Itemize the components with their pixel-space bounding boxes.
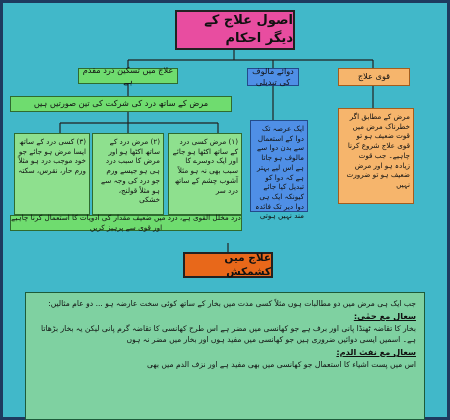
panel-q1-text: بخار کا تقاضہ ٹھنڈا پانی اور برف ہے جو کھانسی میں مضر ہے اس طرح کھانسی کا تقاضہ گرم پانی لیکن یہ بخار بڑھاتا ہے۔ اسمیں ایسی دوائیں ضروری ہیں جو کھانسی میں مفید ہوں اور بخار میں مضر نہ ہوں xyxy=(41,324,416,344)
branch-left-label: علاج میں تسکین درد مقدم ہے xyxy=(78,68,178,84)
conflict-panel xyxy=(25,292,425,420)
left-subheading: مرض کے ساتھ درد کی شرکت کی تین صورتیں ہیں xyxy=(10,96,232,112)
card-case-3: (۳) کسی درد کے ساتھ ایسا مرض ہو جائے جو خود موجب درد ہو مثلاً ورم حار، نقرس، سکتہ xyxy=(14,133,90,215)
diagram-title: اصول علاج کے دیگر احکام xyxy=(175,10,295,50)
panel-q2-label: سعال مع نفث الدم: xyxy=(336,346,416,357)
middle-card: ایک عرصہ تک دوا کے استعمال سے بدن دوا سے مالوف ہو جاتا ہے اس لیے بہتر ہے کہ دوا کو تبدیل کیا جائے کیونکہ ایک ہی دوا دیر تک فائدہ مند نہیں ہوتی xyxy=(250,120,308,212)
panel-q2-text: اس میں پست اشیاء کا استعمال جو کھانسی میں بھی مفید ہے اور نزف الدم میں بھی xyxy=(147,359,416,369)
card-case-2: (۲) مرض درد کے ساتھ اکٹھا ہو اور مرض کا سبب درد ہی ہو جیسے ورم جو درد کی وجہ سے ہو مثلاً قولنج، خشکی xyxy=(92,133,164,215)
branch-middle-label: دوائے مالوف کی تبدیلی xyxy=(247,68,299,86)
card-case-1: (۱) مرض کسی درد کے ساتھ اکٹھا ہو جائے اور ایک دوسرے کا سبب بھی نہ ہو مثلاً آشوب چشم کے ساتھ درد سر xyxy=(168,133,242,215)
panel-q1-label: سعال مع حمٰی: xyxy=(353,311,416,322)
right-card: مرض کے مطابق اگر خطرناک مرض میں قوت ضعیف ہو تو قوی علاج شروع کرنا چاہیے۔ جب قوت زیادہ ہو اور مرض ضعیف ہو تو ضرورت نہیں xyxy=(338,108,414,204)
bottom-bar: درد مخلل القوی ہے، درد میں ضعیف مقدار کی ادویات کا استعمال کرنا چاہیے اور قوی سے پرہیز کریں xyxy=(11,213,241,232)
section-title: علاج میں کشمکش xyxy=(183,252,273,278)
branch-right-label: قوی علاج xyxy=(338,68,410,86)
panel-intro: جب ایک ہی مرض میں دو مطالبات ہوں مثلاً کسی مدت میں بخار کے ساتھ کوئی سخت عارضہ ہو ... دو عام مثالیں: xyxy=(48,299,416,308)
